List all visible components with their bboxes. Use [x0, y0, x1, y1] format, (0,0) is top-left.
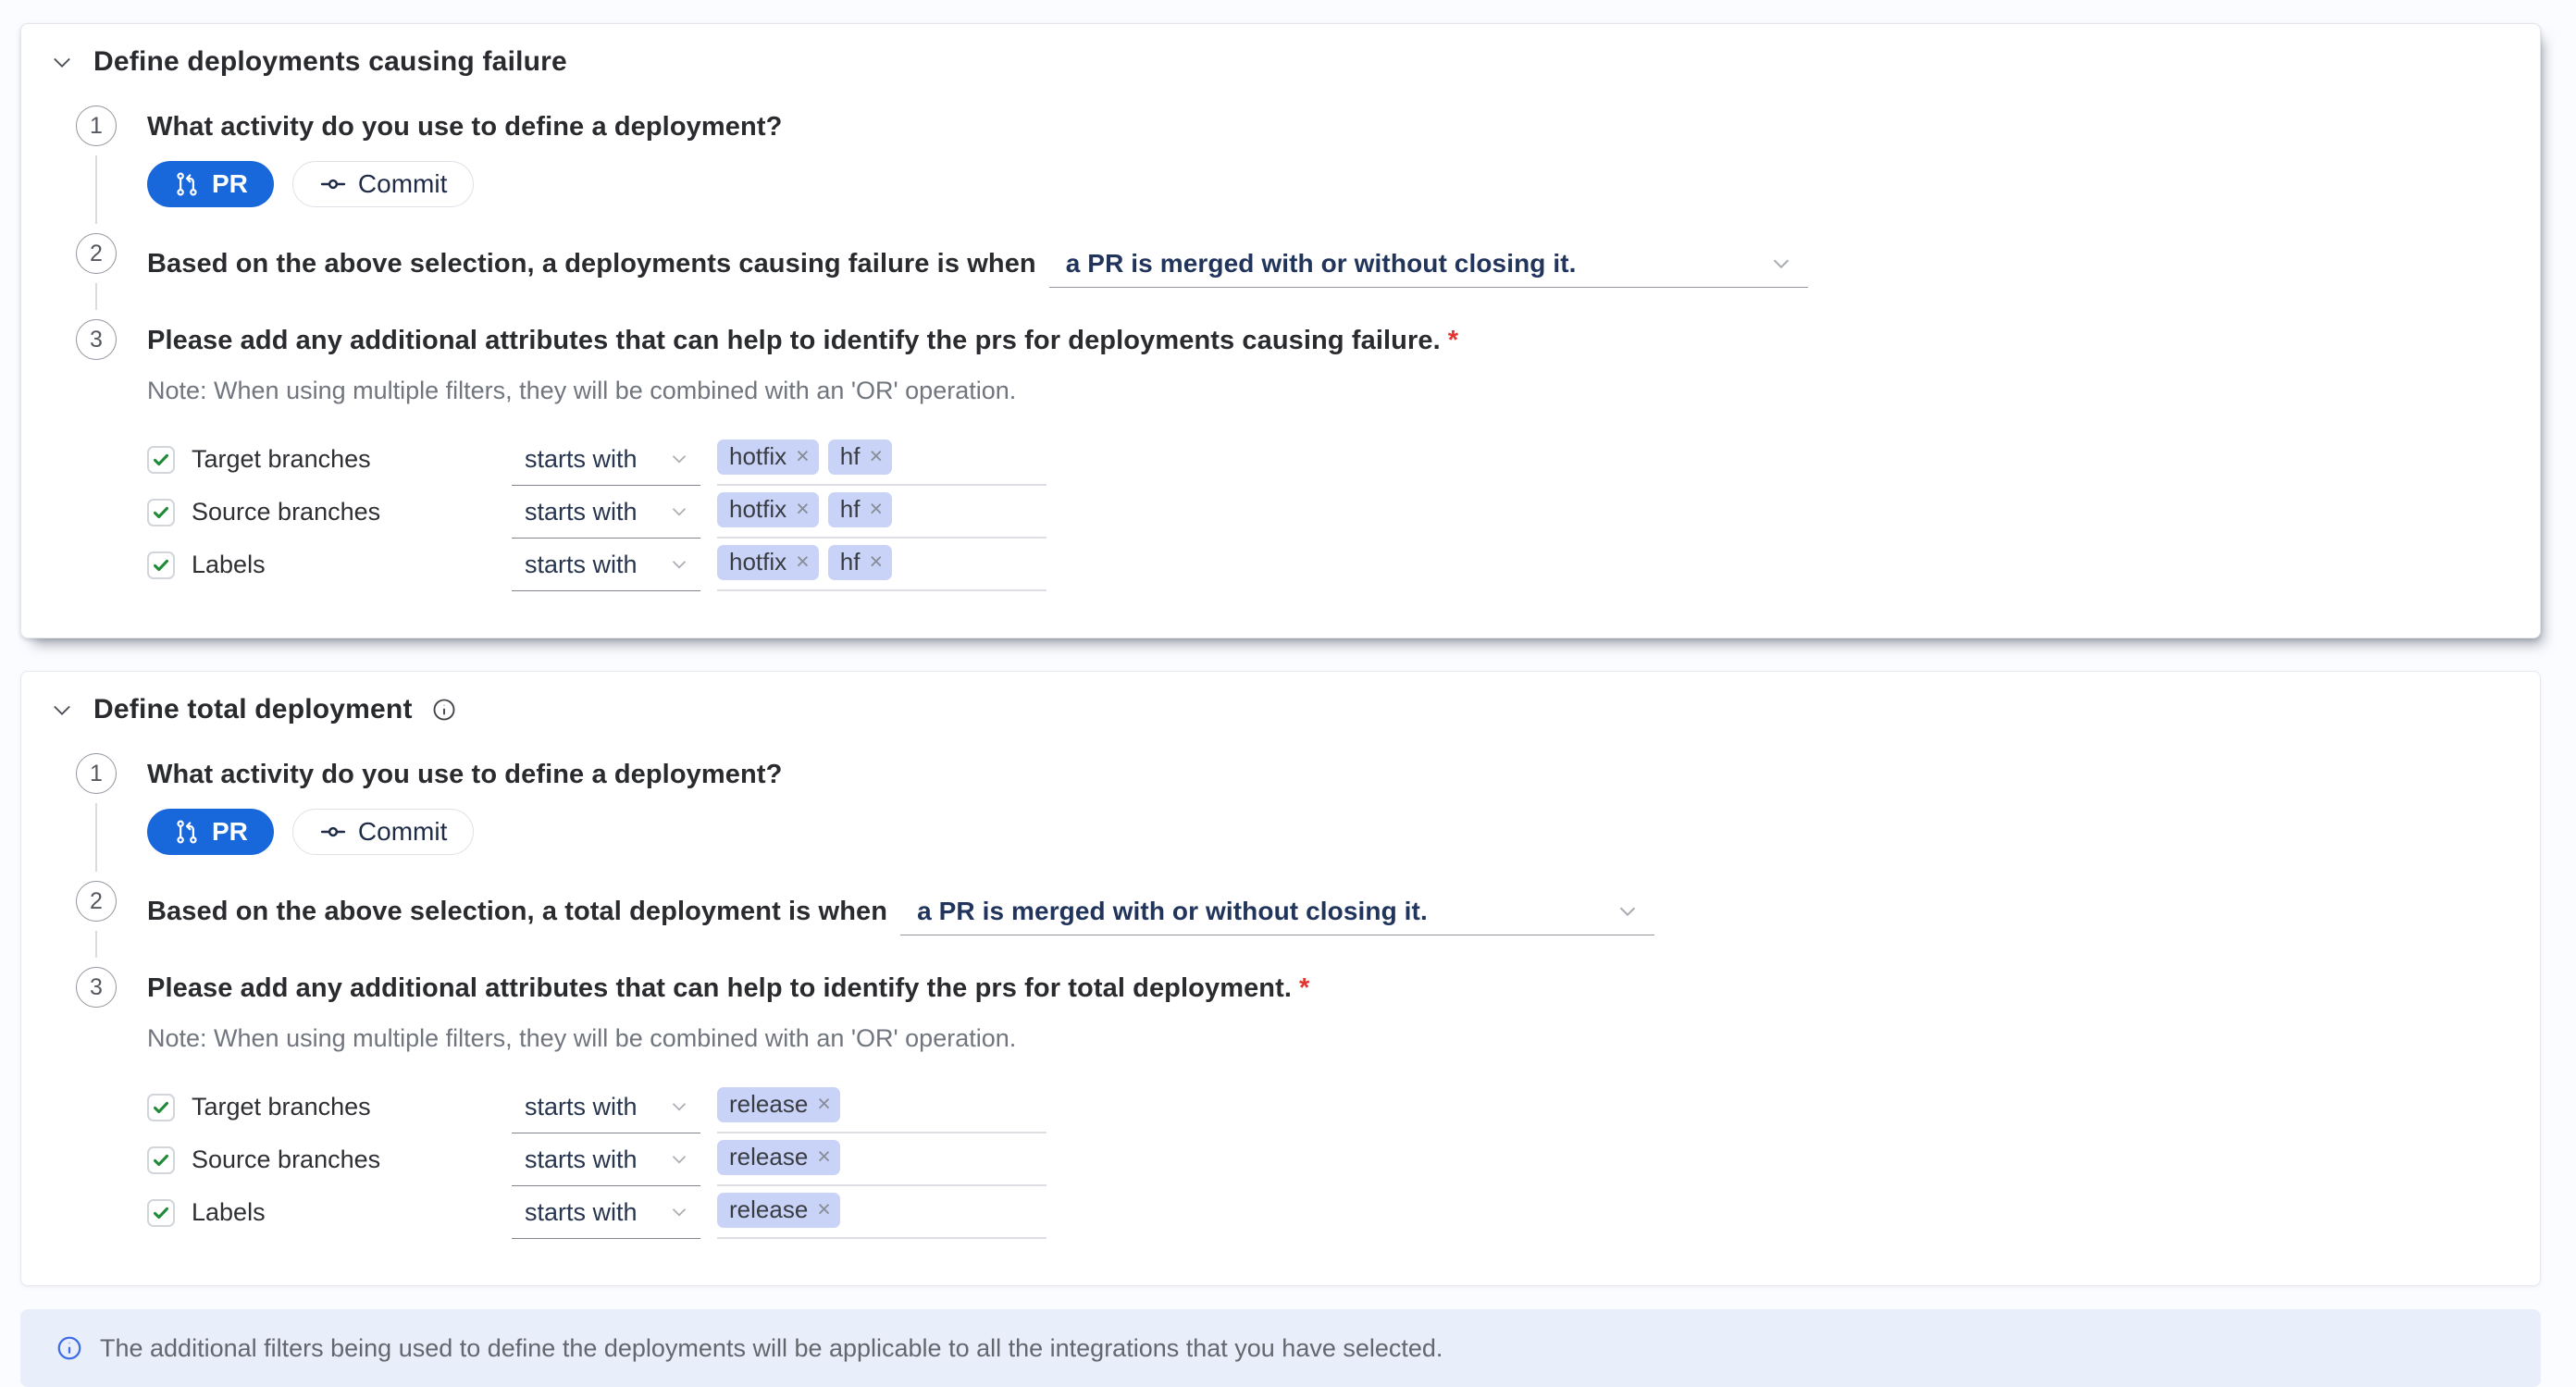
operator-value: starts with	[525, 444, 638, 473]
step-3	[76, 319, 2512, 591]
info-banner	[20, 1309, 2541, 1387]
operator-select[interactable]	[512, 1186, 700, 1239]
filter-label: Labels	[192, 551, 266, 578]
filter-tag	[828, 492, 892, 527]
filter-tag	[717, 1140, 840, 1175]
tag-label: hf	[839, 442, 861, 470]
step-connector	[95, 931, 97, 958]
info-icon	[56, 1334, 83, 1362]
filter-tag	[717, 440, 819, 475]
operator-select[interactable]	[512, 433, 700, 486]
step-1	[76, 753, 2512, 881]
filter-label: Target branches	[192, 445, 371, 473]
check-icon	[151, 1097, 171, 1118]
commit-toggle-button[interactable]	[292, 161, 474, 207]
remove-tag-icon[interactable]: ×	[869, 549, 884, 575]
step1-question: What activity do you use to define a deployment?	[147, 760, 783, 789]
operator-value: starts with	[525, 550, 638, 578]
operator-select[interactable]	[512, 539, 700, 591]
step3-question: Please add any additional attributes that can help to identify the prs for deployments causing failure.	[147, 326, 1441, 355]
remove-tag-icon[interactable]: ×	[817, 1144, 831, 1170]
chevron-down-icon	[667, 1200, 691, 1224]
pr-button-label: PR	[212, 169, 248, 198]
card-header[interactable]	[45, 694, 2512, 725]
filter-checkbox[interactable]	[147, 446, 175, 474]
chevron-down-icon	[667, 1147, 691, 1171]
check-icon	[151, 1150, 171, 1170]
filter-tag	[717, 545, 819, 580]
remove-tag-icon[interactable]: ×	[796, 496, 810, 522]
filters-note: Note: When using multiple filters, they will be combined with an 'OR' operation.	[147, 377, 1017, 404]
chevron-down-icon	[667, 500, 691, 524]
chevron-down-icon	[1767, 250, 1795, 278]
step-number-badge: 2	[76, 881, 117, 922]
filter-row-source-branches	[147, 486, 2512, 539]
step1-question: What activity do you use to define a deployment?	[147, 112, 783, 142]
filter-values-input[interactable]	[717, 1186, 1046, 1239]
card-title: Define total deployment	[93, 694, 413, 724]
operator-select[interactable]	[512, 486, 700, 539]
card-title: Define deployments causing failure	[93, 46, 567, 77]
check-icon	[151, 1203, 171, 1223]
filter-checkbox[interactable]	[147, 499, 175, 526]
selected-condition: a PR is merged with or without closing it.	[917, 896, 1428, 925]
operator-value: starts with	[525, 1145, 638, 1173]
tag-label: hotfix	[729, 548, 787, 576]
filter-values-input[interactable]	[717, 1133, 1046, 1186]
tag-label: hotfix	[729, 495, 787, 523]
step-connector	[95, 155, 97, 224]
remove-tag-icon[interactable]: ×	[869, 496, 884, 522]
filter-tag	[717, 1193, 840, 1228]
tag-label: hotfix	[729, 442, 787, 470]
operator-select[interactable]	[512, 1081, 700, 1133]
info-icon[interactable]	[431, 697, 457, 723]
operator-value: starts with	[525, 1092, 638, 1121]
step-number-badge: 3	[76, 967, 117, 1008]
step-1	[76, 105, 2512, 233]
required-marker: *	[1447, 326, 1459, 355]
filters-note: Note: When using multiple filters, they will be combined with an 'OR' operation.	[147, 1024, 1017, 1052]
commit-toggle-button[interactable]	[292, 809, 474, 855]
check-icon	[151, 502, 171, 523]
step-connector	[95, 283, 97, 310]
required-marker: *	[1299, 973, 1310, 1003]
step-number-badge: 2	[76, 233, 117, 274]
card-header[interactable]	[45, 46, 2512, 78]
pr-button-label: PR	[212, 817, 248, 846]
filter-values-input[interactable]	[717, 539, 1046, 591]
commit-icon	[319, 170, 347, 198]
tag-label: hf	[839, 495, 861, 523]
chevron-down-icon	[667, 447, 691, 471]
chevron-down-icon	[667, 552, 691, 576]
filter-label: Labels	[192, 1198, 266, 1226]
remove-tag-icon[interactable]: ×	[817, 1091, 831, 1117]
step-number-badge: 1	[76, 105, 117, 146]
card-total-deployment	[20, 671, 2541, 1286]
filter-values-input[interactable]	[717, 1081, 1046, 1133]
filter-tag	[717, 1087, 840, 1122]
filter-tag	[717, 492, 819, 527]
filter-checkbox[interactable]	[147, 1146, 175, 1174]
remove-tag-icon[interactable]: ×	[869, 443, 884, 469]
filter-label: Source branches	[192, 1146, 381, 1173]
pr-toggle-button[interactable]	[147, 161, 274, 207]
step-number-badge: 3	[76, 319, 117, 360]
pull-request-icon	[173, 818, 201, 846]
step2-question: Based on the above selection, a total deployment is when	[147, 896, 888, 926]
step-connector	[95, 803, 97, 872]
deployment-condition-select[interactable]	[900, 887, 1654, 935]
filter-row-labels	[147, 1186, 2512, 1239]
filter-label: Source branches	[192, 498, 381, 526]
remove-tag-icon[interactable]: ×	[817, 1196, 831, 1222]
remove-tag-icon[interactable]: ×	[796, 443, 810, 469]
selected-condition: a PR is merged with or without closing it.	[1065, 248, 1577, 278]
filter-checkbox[interactable]	[147, 551, 175, 579]
card-deployments-causing-failure	[20, 23, 2541, 638]
chevron-down-icon[interactable]	[49, 697, 75, 723]
filter-tag	[828, 440, 892, 475]
tag-label: release	[729, 1143, 809, 1170]
tag-label: release	[729, 1090, 809, 1118]
commit-icon	[319, 818, 347, 846]
remove-tag-icon[interactable]: ×	[796, 549, 810, 575]
operator-value: starts with	[525, 497, 638, 526]
step2-question: Based on the above selection, a deployments causing failure is when	[147, 248, 1036, 279]
filter-row-target-branches	[147, 433, 2512, 486]
operator-value: starts with	[525, 1197, 638, 1226]
step-2	[76, 881, 2512, 967]
chevron-down-icon	[667, 1095, 691, 1119]
tag-label: release	[729, 1195, 809, 1223]
commit-button-label: Commit	[357, 169, 448, 198]
check-icon	[151, 555, 171, 576]
filter-checkbox[interactable]	[147, 1199, 175, 1227]
filter-values-input[interactable]	[717, 486, 1046, 539]
step-2	[76, 233, 2512, 319]
step3-question: Please add any additional attributes that can help to identify the prs for total deployment.	[147, 973, 1293, 1003]
commit-button-label: Commit	[357, 817, 448, 846]
pr-toggle-button[interactable]	[147, 809, 274, 855]
filter-row-target-branches	[147, 1081, 2512, 1133]
banner-text: The additional filters being used to define the deployments will be applicable to all the integrations that you have selected.	[100, 1333, 1443, 1362]
chevron-down-icon	[1614, 898, 1641, 925]
filter-tag	[828, 545, 892, 580]
filter-label: Target branches	[192, 1093, 371, 1121]
filter-checkbox[interactable]	[147, 1094, 175, 1121]
pull-request-icon	[173, 170, 201, 198]
step-number-badge: 1	[76, 753, 117, 794]
step-3	[76, 967, 2512, 1239]
filter-row-source-branches	[147, 1133, 2512, 1186]
filter-row-labels	[147, 539, 2512, 591]
filter-values-input[interactable]	[717, 433, 1046, 486]
operator-select[interactable]	[512, 1133, 700, 1186]
check-icon	[151, 450, 171, 470]
tag-label: hf	[839, 548, 861, 576]
filters-list	[147, 1081, 2512, 1239]
filters-list	[147, 433, 2512, 591]
deployment-condition-select[interactable]	[1049, 240, 1808, 288]
chevron-down-icon[interactable]	[49, 49, 75, 75]
